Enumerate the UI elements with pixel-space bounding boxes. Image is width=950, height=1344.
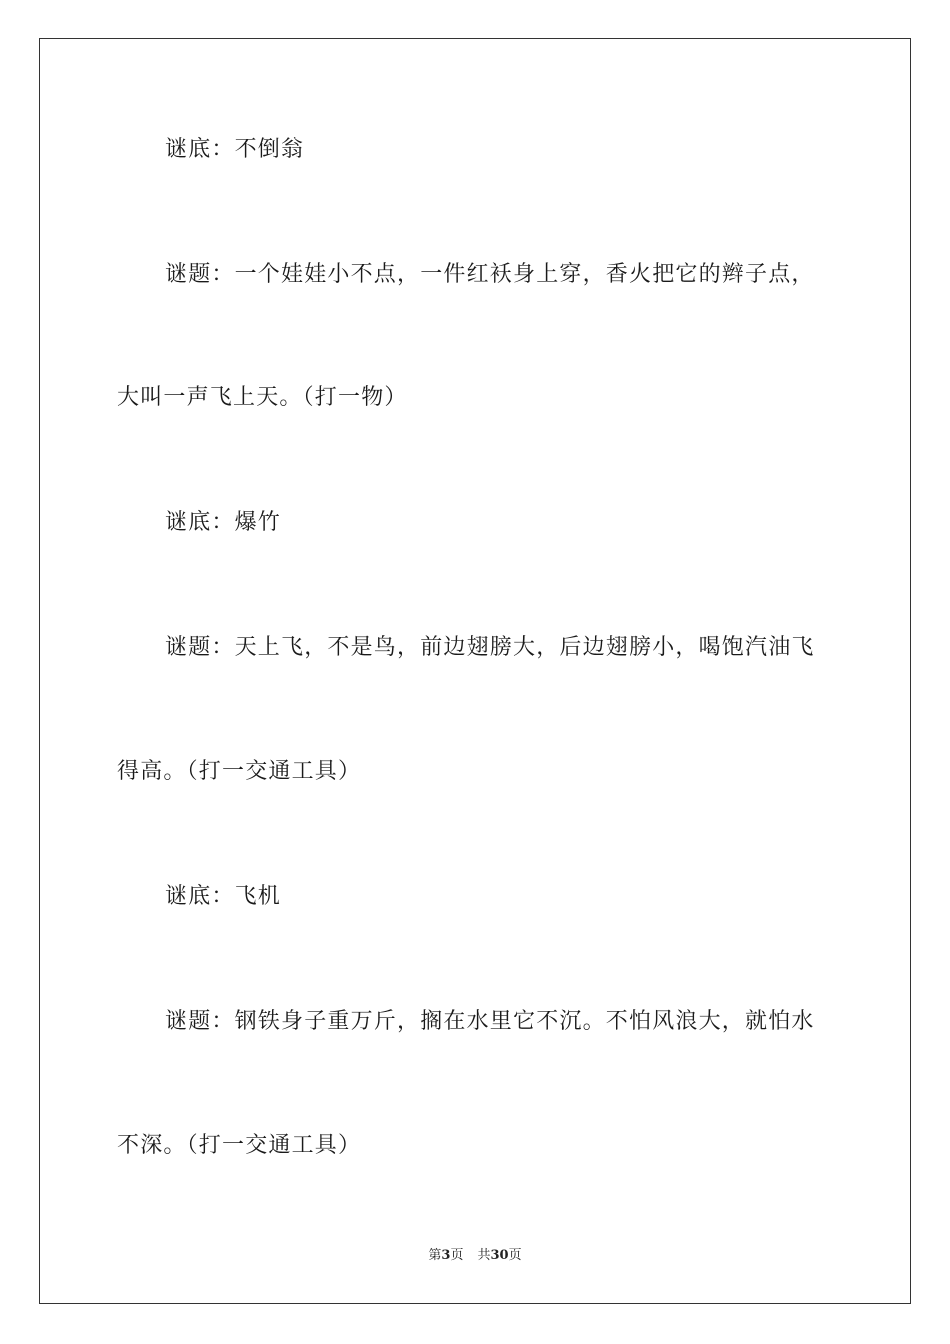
riddle-question-continued: 不深。（打一交通工具）	[117, 1133, 362, 1158]
riddle-question: 谜题：钢铁身子重万斤，搁在水里它不沉。不怕风浪大，就怕水	[165, 1009, 815, 1034]
riddle-question-continued: 大叫一声飞上天。（打一物）	[117, 385, 408, 410]
total-prefix: 共	[477, 1248, 491, 1263]
page-number: 3	[441, 1248, 451, 1263]
riddle-question-continued: 得高。（打一交通工具）	[117, 759, 362, 784]
page-footer	[0, 1247, 950, 1265]
total-pages: 30	[490, 1248, 509, 1263]
page-suffix: 页	[450, 1248, 464, 1263]
riddle-question: 谜题：一个娃娃小不点，一件红袄身上穿，香火把它的辫子点，	[165, 262, 815, 287]
riddle-answer: 谜底：爆竹	[165, 510, 282, 535]
riddle-answer: 谜底：飞机	[165, 884, 282, 909]
total-suffix: 页	[508, 1248, 522, 1263]
riddle-question: 谜题：天上飞，不是鸟，前边翅膀大，后边翅膀小，喝饱汽油飞	[165, 635, 815, 660]
page-prefix: 第	[428, 1248, 442, 1263]
page-border	[39, 38, 911, 1304]
riddle-answer: 谜底：不倒翁	[165, 137, 305, 162]
